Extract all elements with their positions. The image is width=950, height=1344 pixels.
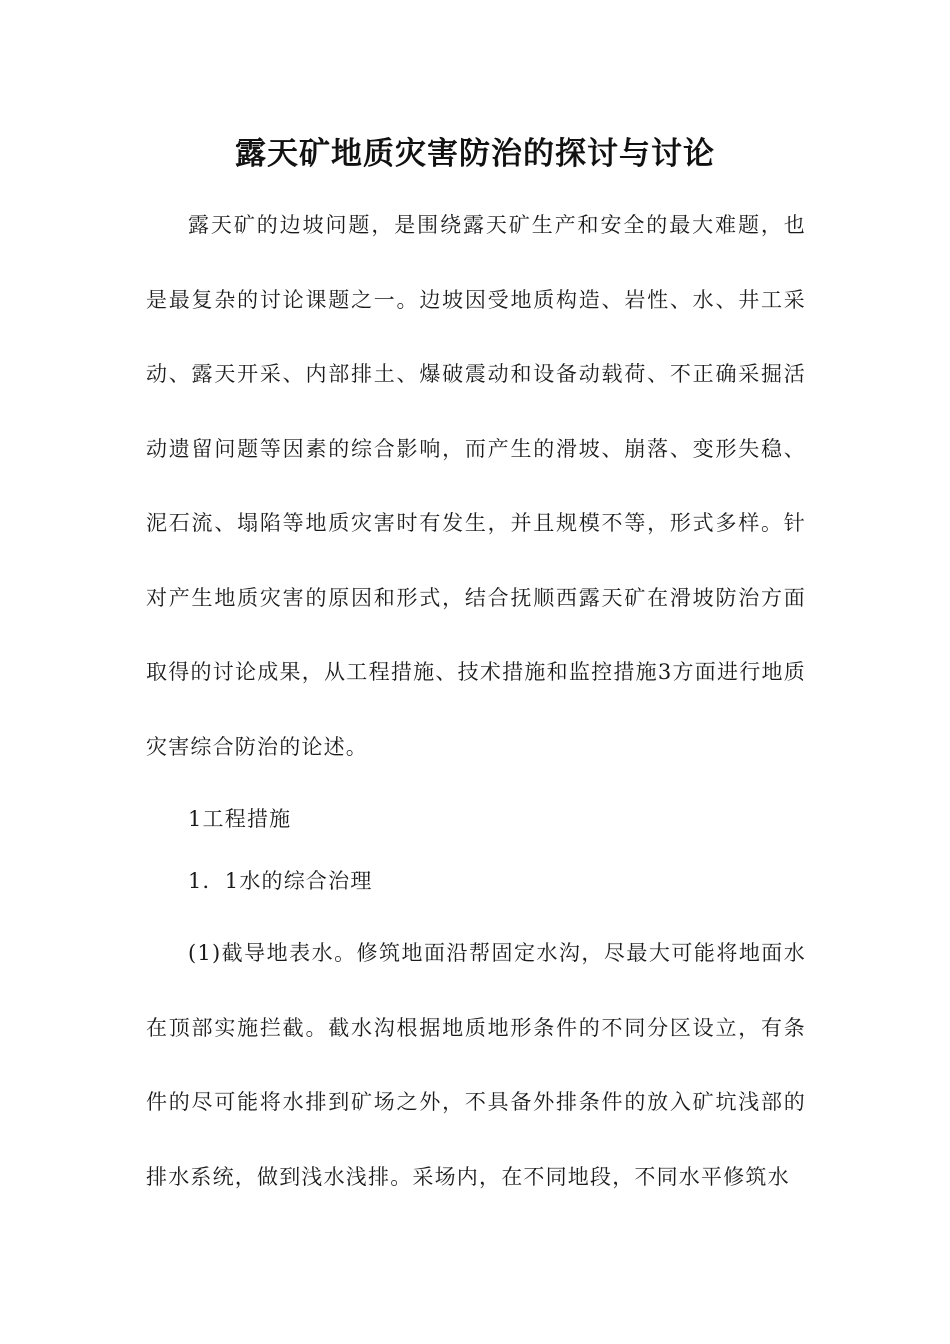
- document-title: 露天矿地质灾害防治的探讨与讨论: [235, 136, 715, 172]
- subsection-heading-water-treatment: 1．1水的综合治理: [188, 869, 373, 893]
- section-heading-engineering-measures: 1工程措施: [188, 807, 292, 831]
- water-treatment-paragraph: (1)截导地表水。修筑地面沿帮固定水沟，尽最大可能将地面水在顶部实施拦截。截水沟根据地质地形条件的不同分区设立，有条件的尽可能将水排到矿场之外，不具备外排条件的放入矿坑浅部的排水系统，做到浅水浅排。采场内，在不同地段，不同水平修筑水: [146, 941, 806, 1189]
- document-body: [146, 188, 806, 1214]
- intro-paragraph: 露天矿的边坡问题，是围绕露天矿生产和安全的最大难题，也是最复杂的讨论课题之一。边坡因受地质构造、岩性、水、井工采动、露天开采、内部排土、爆破震动和设备动载荷、不正确采掘活动遗留问题等因素的综合影响，而产生的滑坡、崩落、变形失稳、泥石流、塌陷等地质灾害时有发生，并且规模不等，形式多样。针对产生地质灾害的原因和形式，结合抚顺西露天矿在滑坡防治方面取得的讨论成果，从工程措施、技术措施和监控措施3方面进行地质灾害综合防治的论述。: [146, 213, 806, 759]
